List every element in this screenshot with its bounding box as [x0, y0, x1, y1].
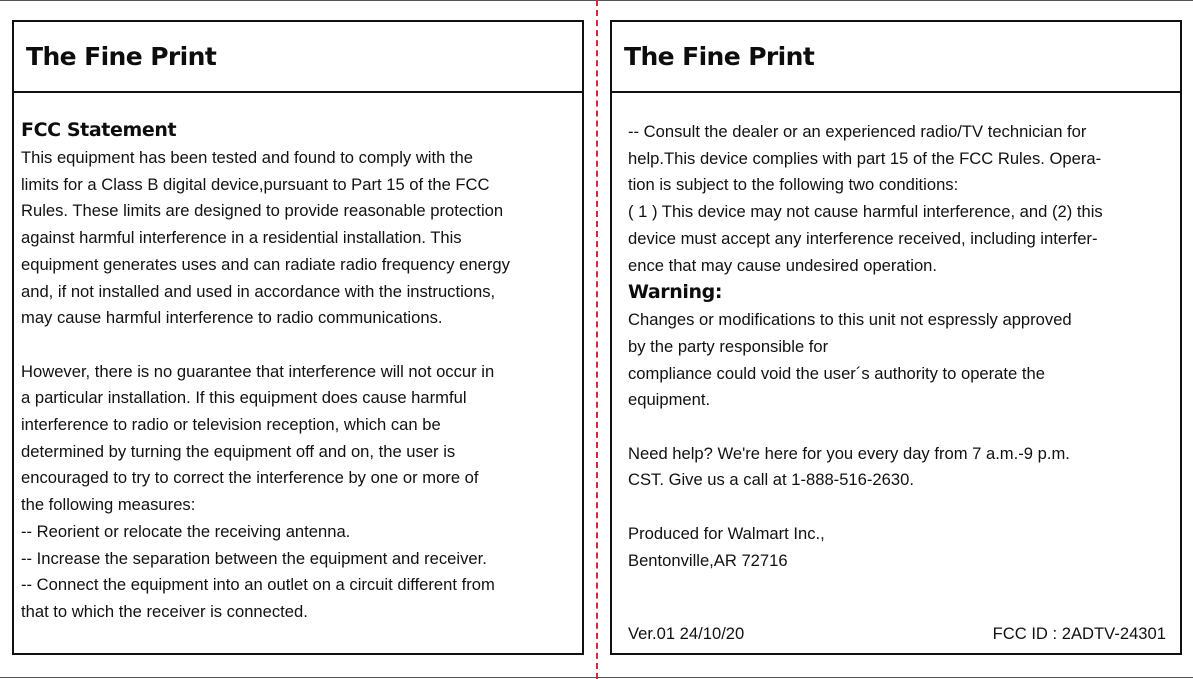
produced-for-paragraph: Produced for Walmart Inc., Bentonville,AR 72716 [628, 523, 825, 570]
left-panel-body [14, 93, 582, 653]
left-panel [12, 20, 584, 655]
fold-line-divider [596, 0, 598, 679]
measure-item: -- Reorient or relocate the receiving antenna. [21, 521, 351, 541]
paragraph-spacer [628, 494, 1172, 521]
fcc-conditions-paragraph: -- Consult the dealer or an experienced radio/TV technician for help.This device complies with part 15 of the FCC Rules. Opera- tion is subject to the following two conditions: ( 1 ) This device may not cause harmful interference, and (2) this device must accept any interference received, including interfer- ence that may cause undesired operation. [628, 122, 1103, 275]
version-label: Ver.01 24/10/20 [628, 624, 745, 643]
warning-paragraph: Changes or modifications to this unit not espressly approved by the party responsible for compliance could void the user´s authority to operate the equipment. [628, 310, 1072, 410]
right-panel-header [612, 22, 1180, 93]
fcc-id-label: FCC ID : 2ADTV-24301 [992, 624, 1166, 643]
panel-footer [628, 621, 1166, 647]
paragraph-spacer [628, 414, 1172, 441]
measure-item: -- Increase the separation between the equipment and receiver. [21, 548, 487, 568]
paragraph-spacer [21, 332, 576, 359]
right-panel-body [612, 93, 1180, 653]
left-panel-title: The Fine Print [26, 42, 217, 71]
help-paragraph: Need help? We're here for you every day from 7 a.m.-9 p.m. CST. Give us a call at 1-888-516-2630. [628, 443, 1070, 490]
left-panel-header [14, 22, 582, 93]
fcc-compliance-paragraph: This equipment has been tested and found to comply with the limits for a Class B digital device,pursuant to Part 15 of the FCC Rules. These limits are designed to provide reasonable protection against harmful interference in a residential installation. This equipment generates uses and can radiate radio frequency energy and, if not installed and used in accordance with the instructions, may cause harmful interference to radio communications. [21, 148, 510, 328]
right-panel-title: The Fine Print [624, 42, 815, 71]
right-panel [610, 20, 1182, 655]
warning-heading: Warning: [628, 281, 723, 304]
fcc-statement-heading: FCC Statement [21, 119, 177, 141]
measure-item: -- Connect the equipment into an outlet on a circuit different from that to which the receiver is connected. [21, 575, 495, 621]
interference-paragraph: However, there is no guarantee that interference will not occur in a particular installation. If this equipment does cause harmful interference to radio or television reception, which can be determined by turning the equipment off and on, the user is encouraged to try to correct the interference by one or more of the following measures: [21, 361, 495, 515]
